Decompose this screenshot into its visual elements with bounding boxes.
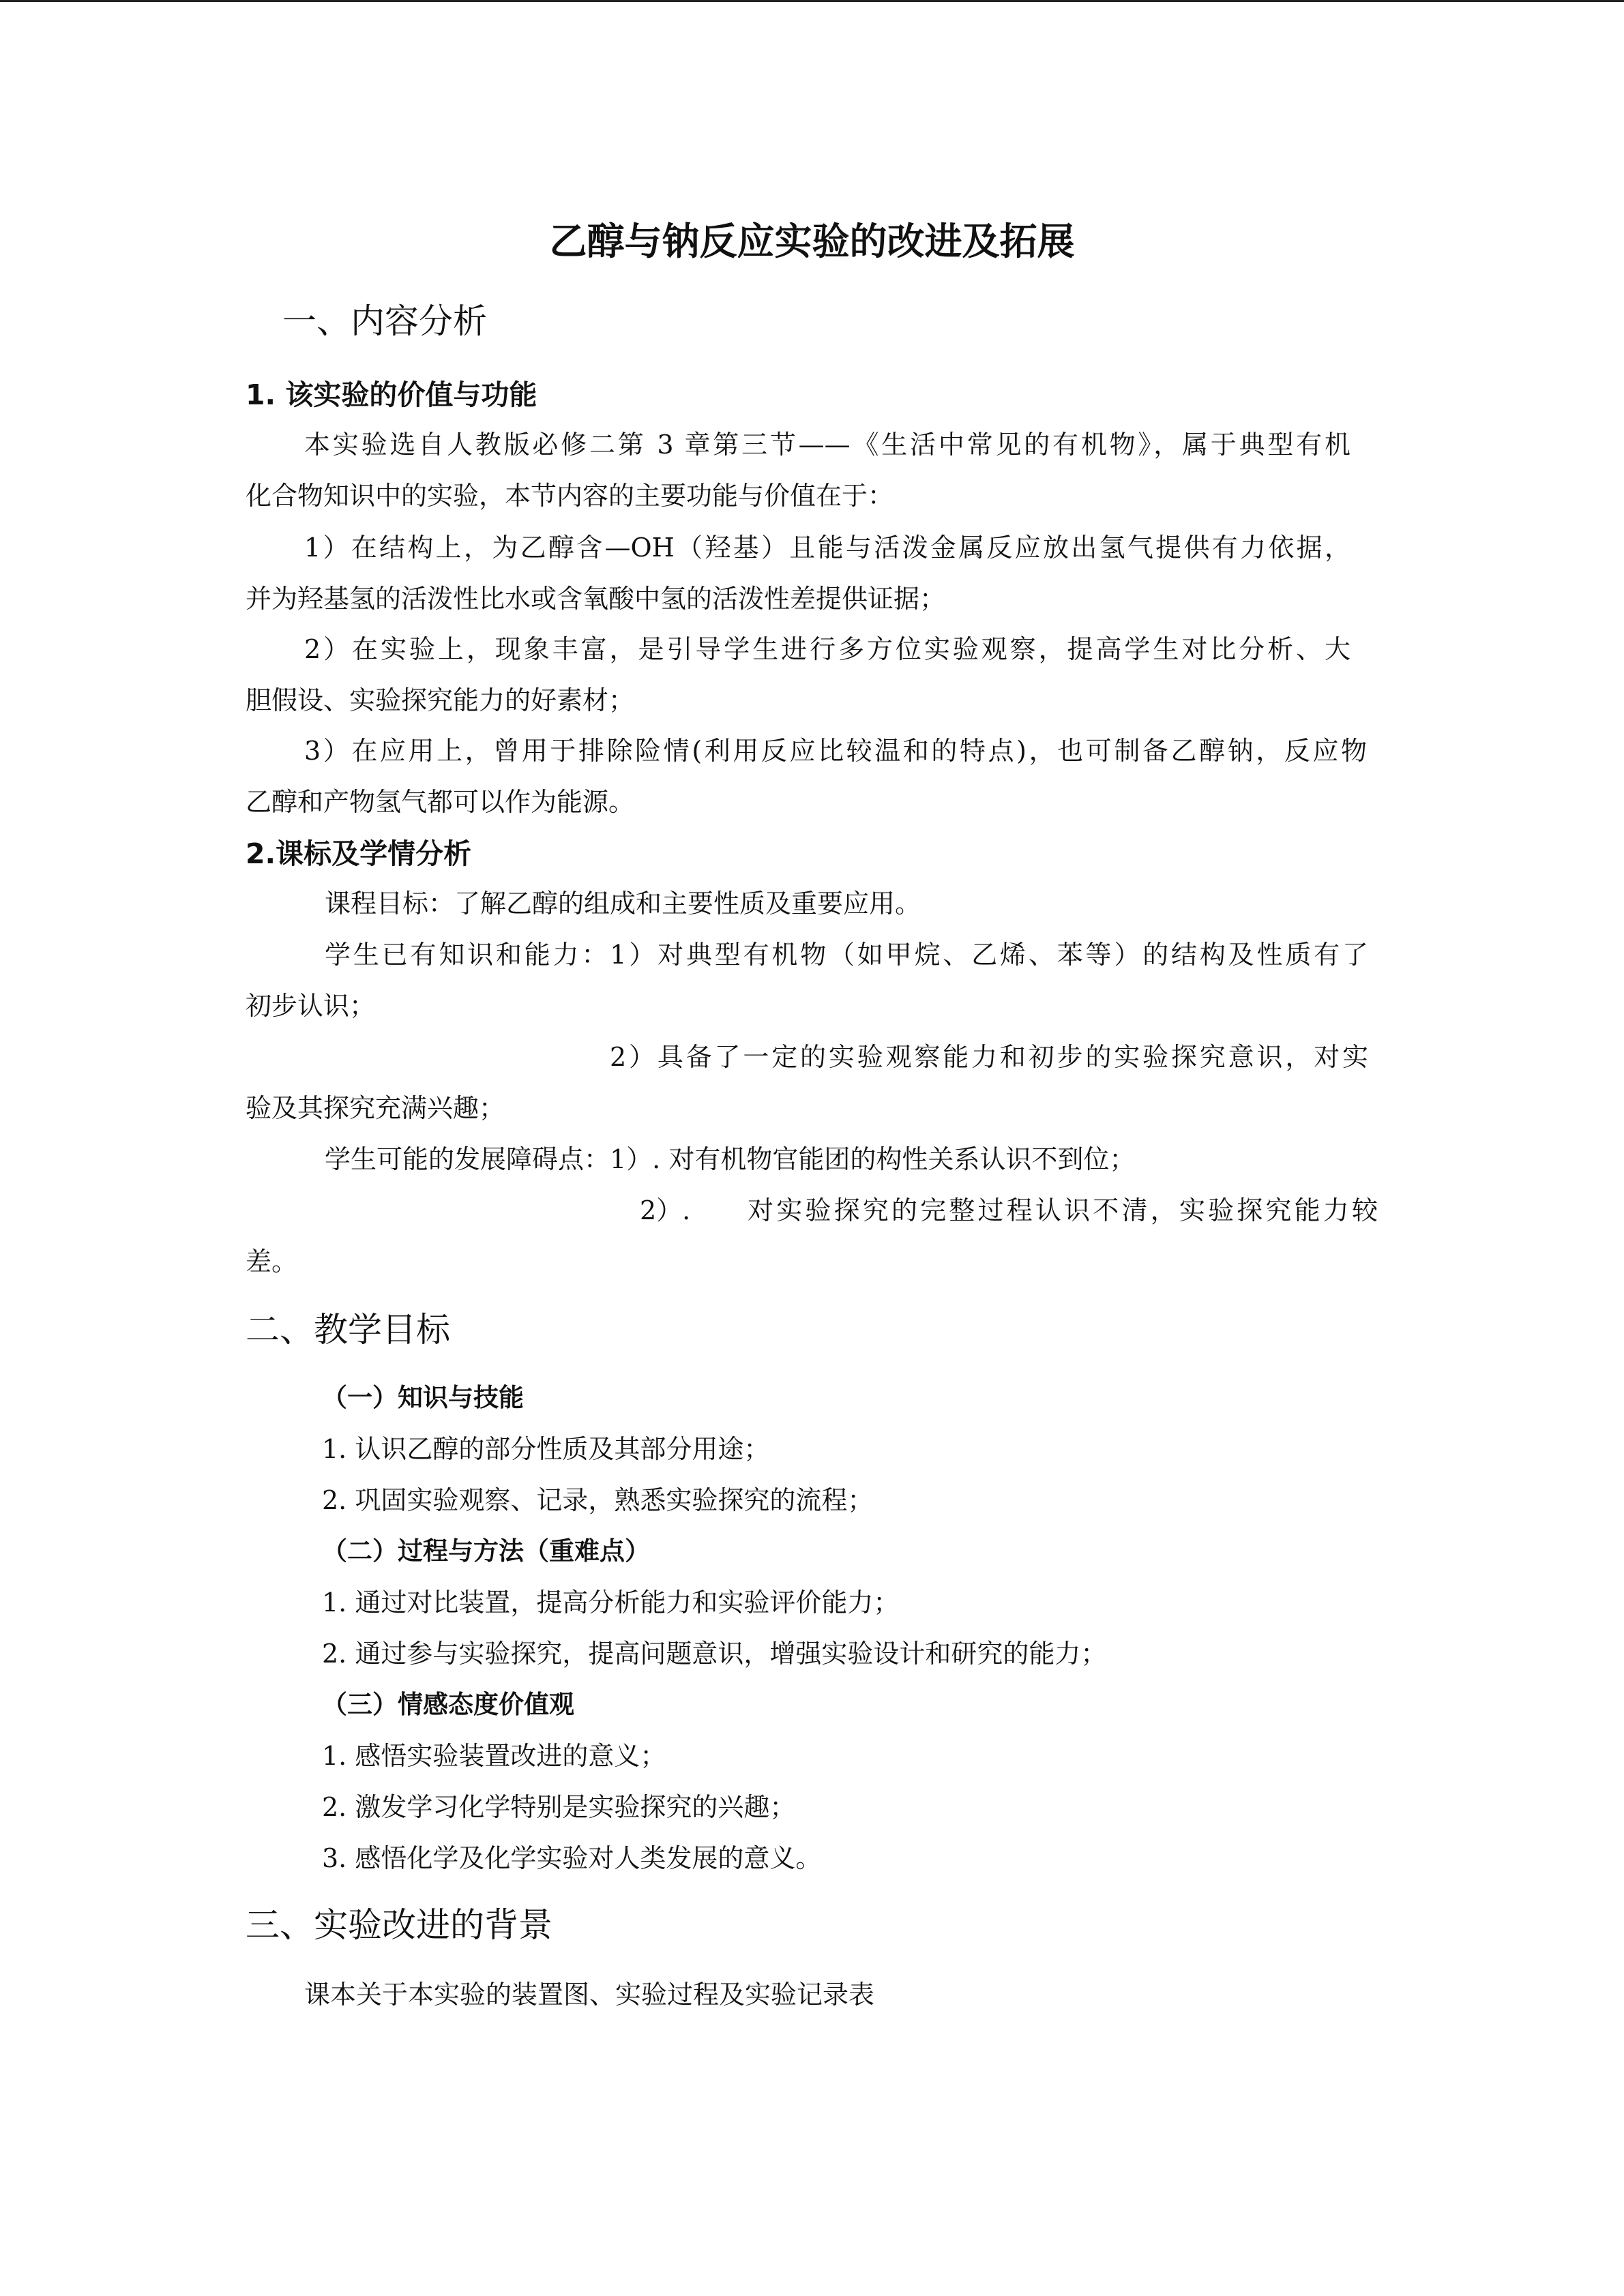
list-item-application-line2: 乙醇和产物氢气都可以作为能源。 [246, 787, 635, 817]
paragraph-prior-knowledge-line1: 学生已有知识和能力：1）对典型有机物（如甲烷、乙烯、苯等）的结构及性质有了 [325, 940, 1368, 970]
list-item-process-1: 1. 通过对比装置，提高分析能力和实验评价能力； [322, 1587, 900, 1617]
section-heading-content-analysis: 一、内容分析 [282, 301, 487, 341]
paragraph-course-goal: 课程目标：了解乙醇的组成和主要性质及重要应用。 [325, 889, 921, 919]
list-item-application-line1: 3）在应用上，曾用于排除险情(利用反应比较温和的特点)，也可制备乙醇钠，反应物 [304, 736, 1367, 766]
paragraph-prior-ability-line2: 验及其探究充满兴趣； [246, 1093, 505, 1123]
subsection-heading-value-function: 1. 该实验的价值与功能 [246, 378, 537, 411]
paragraph-intro-line2: 化合物知识中的实验，本节内容的主要功能与价值在于： [246, 481, 894, 511]
subheading-process-methods: （二）过程与方法（重难点） [322, 1536, 650, 1566]
list-item-knowledge-1: 1. 认识乙醇的部分性质及其部分用途； [322, 1434, 770, 1464]
section-heading-teaching-goals: 二、教学目标 [246, 1310, 450, 1350]
list-item-experiment-line2: 胆假设、实验探究能力的好素材； [246, 685, 635, 715]
section-heading-background: 三、实验改进的背景 [246, 1905, 552, 1945]
paragraph-background: 课本关于本实验的装置图、实验过程及实验记录表 [304, 1980, 875, 2010]
paragraph-prior-knowledge-line2: 初步认识； [246, 991, 376, 1021]
paragraph-obstacle2-text: 对实验探究的完整过程认识不清，实验探究能力较 [748, 1195, 1378, 1225]
document-title: 乙醇与钠反应实验的改进及拓展 [549, 220, 1075, 263]
list-item-knowledge-2: 2. 巩固实验观察、记录，熟悉实验探究的流程； [322, 1485, 874, 1515]
subsection-heading-curriculum: 2.课标及学情分析 [246, 837, 472, 870]
list-item-structure-line1: 1）在结构上，为乙醇含—OH（羟基）且能与活泼金属反应放出氢气提供有力依据， [304, 533, 1350, 563]
list-item-emotion-2: 2. 激发学习化学特别是实验探究的兴趣； [322, 1792, 796, 1822]
subheading-emotion-values: （三）情感态度价值观 [322, 1690, 574, 1719]
paragraph-obstacle-line1: 学生可能的发展障碍点：1）. 对有机物官能团的构性关系认识不到位； [325, 1144, 1136, 1174]
paragraph-intro-line1: 本实验选自人教版必修二第 3 章第三节——《生活中常见的有机物》，属于典型有机 [304, 430, 1350, 460]
list-item-emotion-3: 3. 感悟化学及化学实验对人类发展的意义。 [322, 1843, 822, 1873]
subheading-knowledge-skills: （一）知识与技能 [322, 1383, 524, 1412]
list-item-experiment-line1: 2）在实验上，现象丰富，是引导学生进行多方位实验观察，提高学生对比分析、大 [304, 634, 1350, 664]
paragraph-obstacle2-number: 2）. [640, 1195, 691, 1225]
paragraph-prior-ability-line1: 2）具备了一定的实验观察能力和初步的实验探究意识，对实 [610, 1042, 1368, 1072]
list-item-emotion-1: 1. 感悟实验装置改进的意义； [322, 1741, 666, 1771]
list-item-structure-line2: 并为羟基氢的活泼性比水或含氧酸中氢的活泼性差提供证据； [246, 584, 946, 614]
list-item-process-2: 2. 通过参与实验探究，提高问题意识，增强实验设计和研究的能力； [322, 1639, 1107, 1669]
paragraph-obstacle2-line2: 差。 [246, 1247, 298, 1277]
